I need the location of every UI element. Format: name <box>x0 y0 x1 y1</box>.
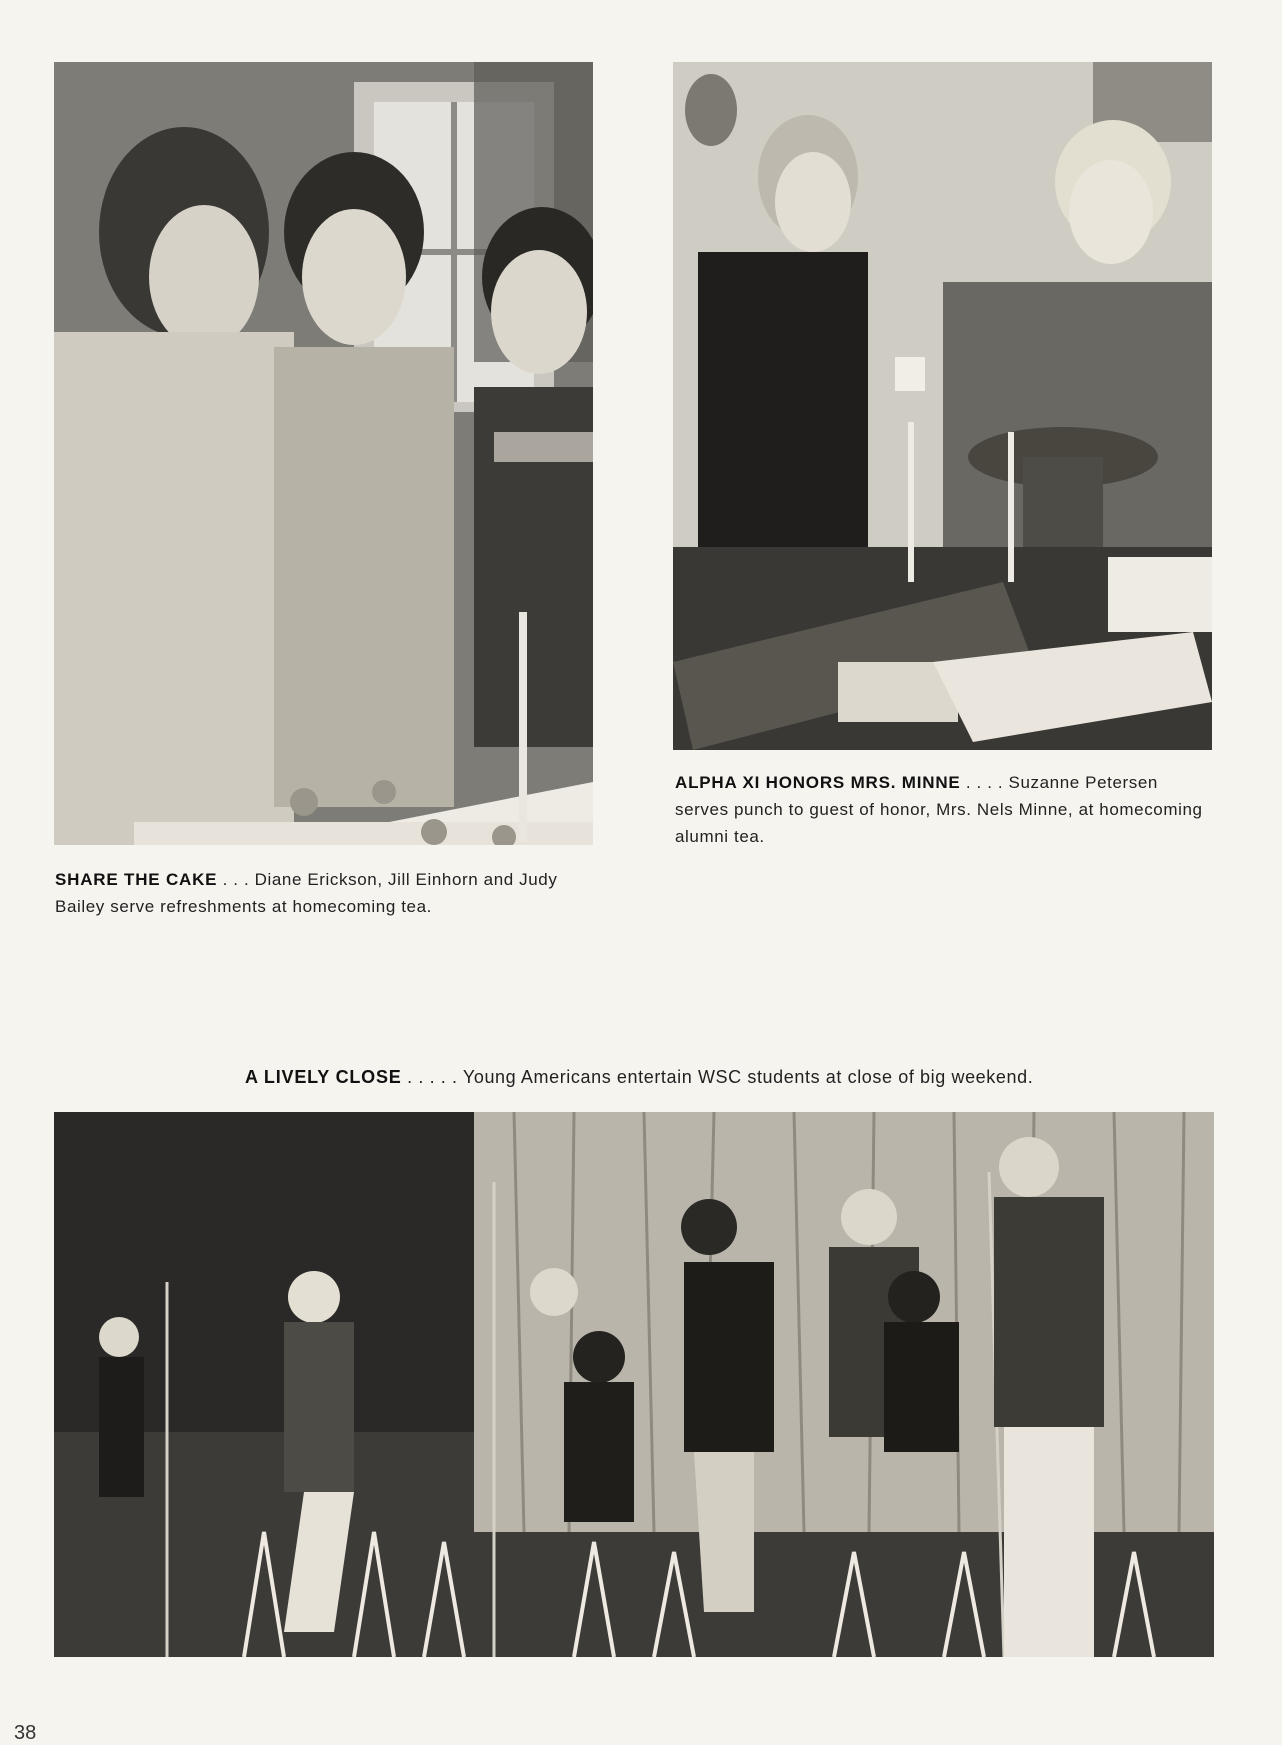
caption-dots: . . . <box>217 870 255 889</box>
page-number: 38 <box>14 1722 37 1744</box>
caption-body: Diane Erickson, Jill Einhorn and Judy Bailey serve refreshments at homecoming tea. <box>55 870 558 916</box>
caption-body: Suzanne Petersen serves punch to guest of honor, Mrs. Nels Minne, at homecoming alumni tea. <box>675 773 1203 846</box>
caption-lead: A LIVELY CLOSE <box>245 1067 402 1087</box>
caption-alpha-xi-honors <box>675 769 1212 850</box>
photo-alpha-xi-honors <box>673 62 1212 750</box>
caption-share-the-cake <box>55 866 595 920</box>
photo-share-the-cake-illustration <box>54 62 593 845</box>
photo-share-the-cake <box>54 62 593 845</box>
caption-body: Young Americans entertain WSC students at close of big weekend. <box>462 1067 1034 1087</box>
caption-dots: . . . . . <box>401 1067 463 1087</box>
caption-lead: ALPHA XI HONORS MRS. MINNE <box>675 773 961 792</box>
photo-lively-close <box>54 1112 1214 1657</box>
photo-alpha-xi-illustration <box>673 62 1212 750</box>
caption-lead: SHARE THE CAKE <box>55 870 218 889</box>
caption-dots: . . . . <box>960 773 1009 792</box>
photo-lively-close-illustration <box>54 1112 1214 1657</box>
caption-lively-close <box>245 1064 1125 1091</box>
